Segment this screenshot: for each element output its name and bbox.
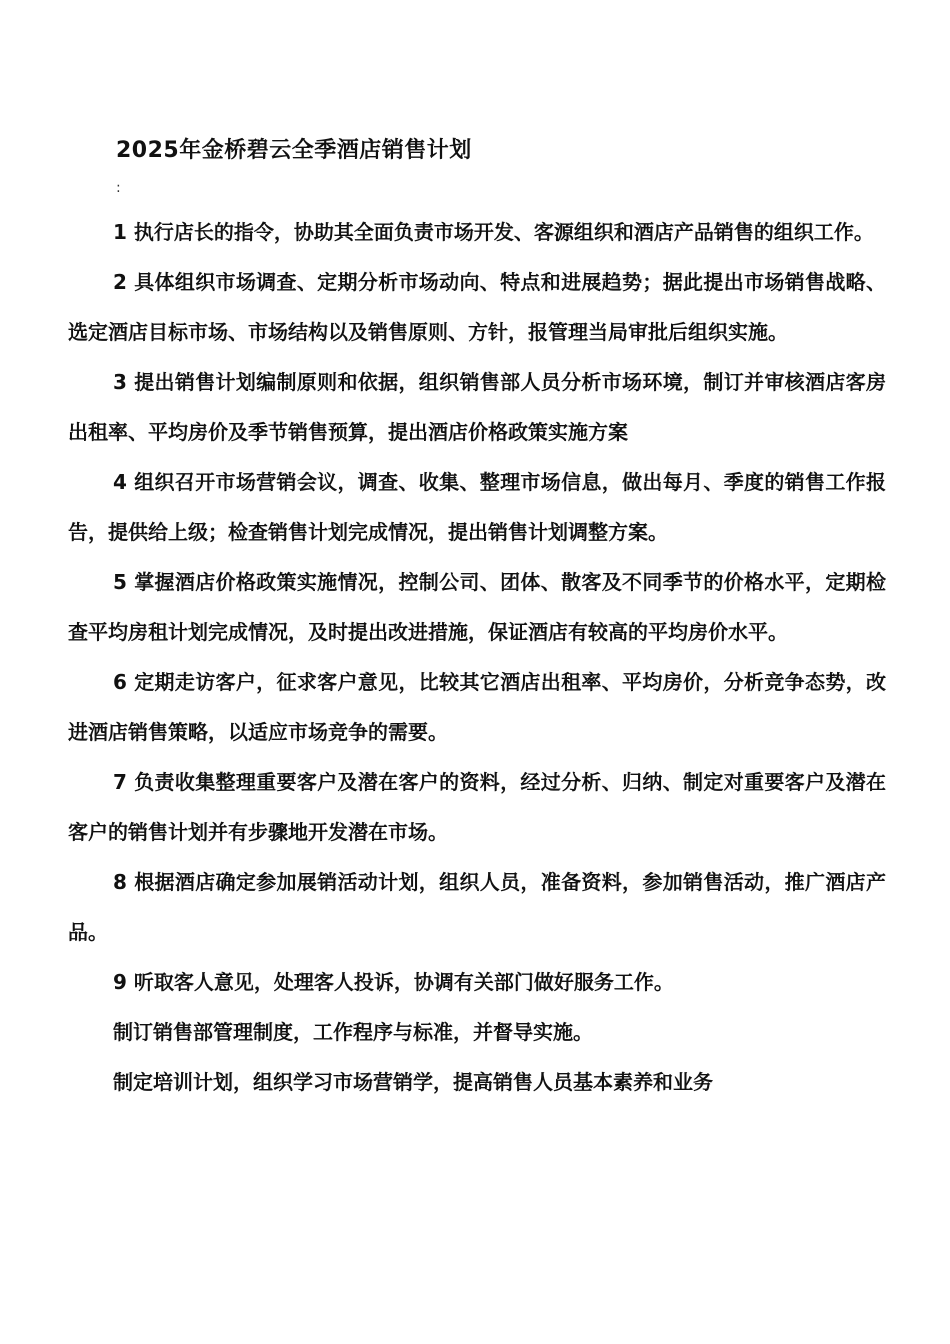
paragraph-5: 5 掌握酒店价格政策实施情况，控制公司、团体、散客及不同季节的价格水平，定期检查平均房租计划完成情况，及时提出改进措施，保证酒店有较高的平均房价水平。	[68, 570, 886, 644]
paragraph-8: 8 根据酒店确定参加展销活动计划，组织人员，准备资料，参加销售活动，推广酒店产品。	[68, 870, 886, 944]
paragraph-9: 9 听取客人意见，处理客人投诉，协调有关部门做好服务工作。	[113, 970, 674, 994]
document-body	[68, 207, 886, 1107]
colon-mark: :	[116, 180, 121, 196]
paragraph-4: 4 组织召开市场营销会议，调查、收集、整理市场信息，做出每月、季度的销售工作报告，提供给上级；检查销售计划完成情况，提出销售计划调整方案。	[68, 470, 886, 544]
paragraph-10: 制订销售部管理制度，工作程序与标准，并督导实施。	[113, 1020, 593, 1044]
paragraph-11: 制定培训计划，组织学习市场营销学，提高销售人员基本素养和业务	[113, 1070, 713, 1094]
paragraph-2: 2 具体组织市场调查、定期分析市场动向、特点和进展趋势；据此提出市场销售战略、选定酒店目标市场、市场结构以及销售原则、方针，报管理当局审批后组织实施。	[68, 270, 886, 344]
document-title: 2025年金桥碧云全季酒店销售计划	[116, 138, 472, 163]
paragraph-6: 6 定期走访客户，征求客户意见，比较其它酒店出租率、平均房价，分析竞争态势，改进酒店销售策略，以适应市场竞争的需要。	[68, 670, 886, 744]
paragraph-7: 7 负责收集整理重要客户及潜在客户的资料，经过分析、归纳、制定对重要客户及潜在客户的销售计划并有步骤地开发潜在市场。	[68, 770, 886, 844]
paragraph-1: 1 执行店长的指令，协助其全面负责市场开发、客源组织和酒店产品销售的组织工作。	[113, 220, 874, 244]
paragraph-3: 3 提出销售计划编制原则和依据，组织销售部人员分析市场环境，制订并审核酒店客房出租率、平均房价及季节销售预算，提出酒店价格政策实施方案	[68, 370, 886, 444]
